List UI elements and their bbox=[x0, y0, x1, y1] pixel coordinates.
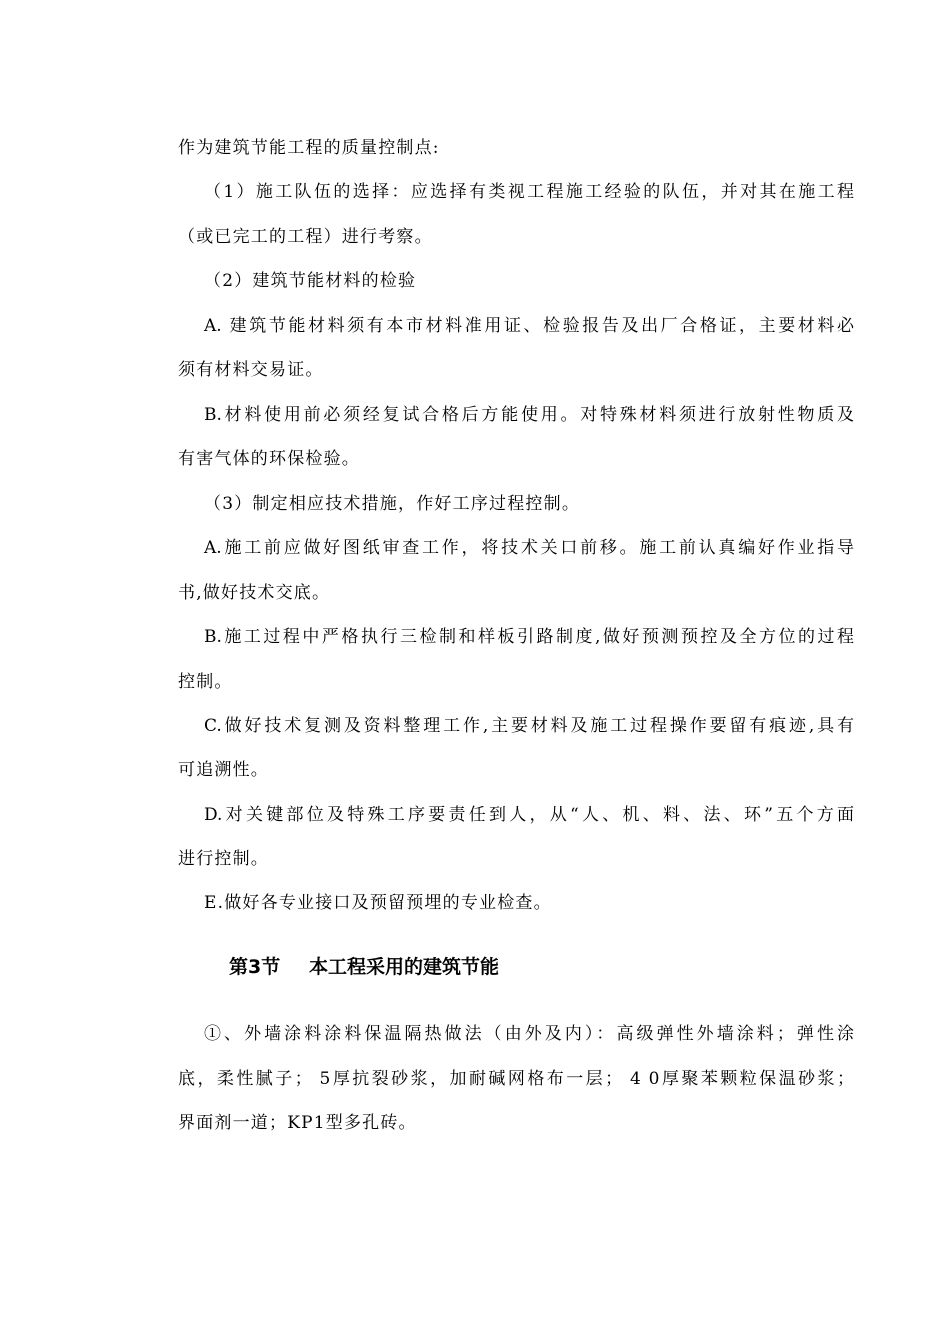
section-heading bbox=[229, 954, 499, 980]
paragraph-line: （或已完工的工程）进行考察。 bbox=[178, 227, 433, 247]
paragraph-line: （2）建筑节能材料的检验 bbox=[204, 271, 417, 291]
paragraph-line: 有害气体的环保检验。 bbox=[178, 449, 360, 469]
paragraph-line: B.施工过程中严格执行三检制和样板引路制度,做好预测预控及全方位的过程 bbox=[204, 627, 854, 647]
paragraph-line: 界面剂一道；KP1型多孔砖。 bbox=[178, 1113, 417, 1133]
paragraph-line: C.做好技术复测及资料整理工作,主要材料及施工过程操作要留有痕迹,具有 bbox=[204, 716, 854, 736]
section-title: 本工程采用的建筑节能 bbox=[309, 956, 500, 978]
section-number: 第3节 bbox=[229, 956, 281, 978]
paragraph-line: 底，柔性腻子； 5厚抗裂砂浆，加耐碱网格布一层； 4 0厚聚苯颗粒保温砂浆； bbox=[178, 1069, 854, 1089]
paragraph-line: 可追溯性。 bbox=[178, 760, 269, 780]
paragraph-line: 控制。 bbox=[178, 672, 233, 692]
paragraph-line: 作为建筑节能工程的质量控制点: bbox=[178, 138, 440, 158]
paragraph-line: E.做好各专业接口及预留预埋的专业检查。 bbox=[204, 893, 552, 913]
paragraph-line: A. 建筑节能材料须有本市材料准用证、检验报告及出厂合格证，主要材料必 bbox=[204, 316, 854, 336]
paragraph-line: 须有材料交易证。 bbox=[178, 360, 324, 380]
paragraph-line: 进行控制。 bbox=[178, 849, 269, 869]
paragraph-line: （3）制定相应技术措施，作好工序过程控制。 bbox=[204, 494, 581, 514]
paragraph-line: ①、外墙涂料涂料保温隔热做法（由外及内）：高级弹性外墙涂料；弹性涂 bbox=[204, 1024, 854, 1044]
paragraph-line: A.施工前应做好图纸审查工作，将技术关口前移。施工前认真编好作业指导 bbox=[204, 538, 854, 558]
paragraph-line: 书,做好技术交底。 bbox=[178, 583, 331, 603]
paragraph-line: B.材料使用前必须经复试合格后方能使用。对特殊材料须进行放射性物质及 bbox=[204, 405, 854, 425]
paragraph-line: （1）施工队伍的选择：应选择有类视工程施工经验的队伍，并对其在施工程 bbox=[204, 182, 854, 202]
paragraph-line: D.对关键部位及特殊工序要责任到人，从“人、机、料、法、环”五个方面 bbox=[204, 805, 854, 825]
